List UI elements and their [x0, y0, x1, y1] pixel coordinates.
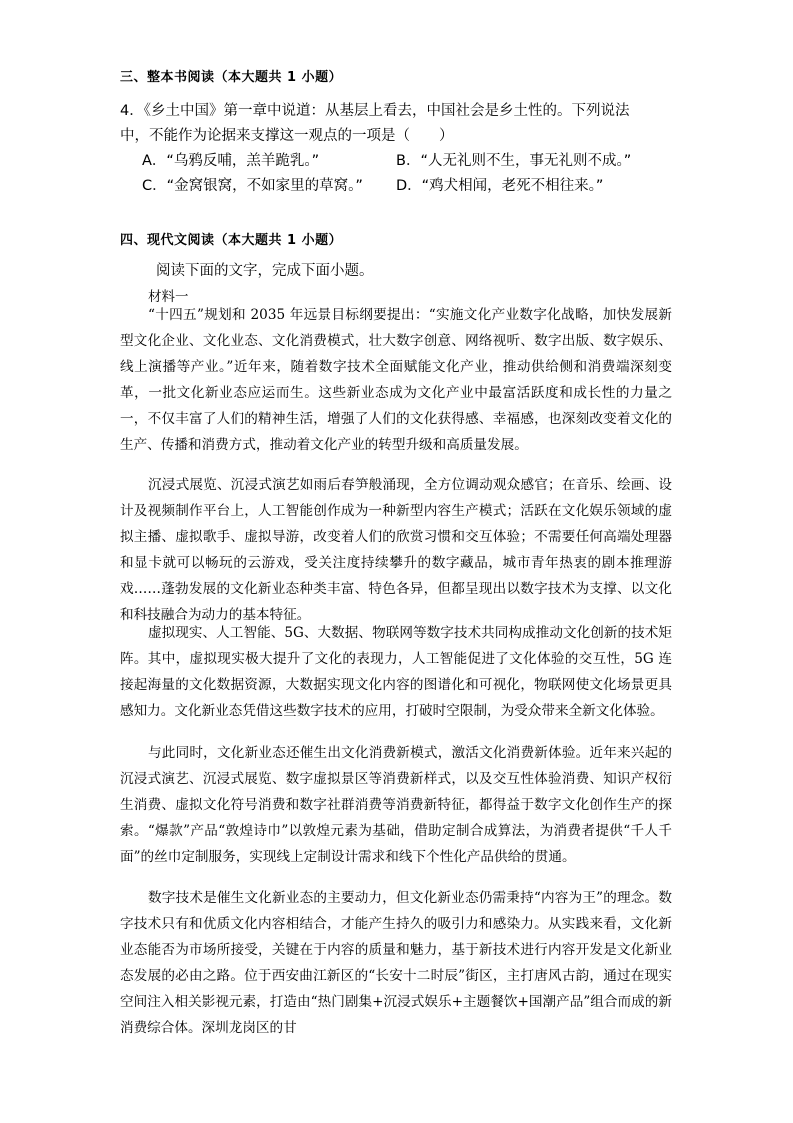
option-b: B．“人无礼则不生，事无礼则不成。”: [396, 153, 632, 169]
paragraph-1: “十四五”规划和 2035 年远景目标纲要提出：“实施文化产业数字化战略，加快发展新型文化企业、文化业态、文化消费模式，壮大数字创意、网络视听、数字出版、数字娱乐、线上演播等产业。”近年来，随着数字技术全面赋能文化产业，推动供给侧和消费端深刻变革，一批文化新业态应运而生。这些新业态成为文化产业中最富活跃度和成长性的力量之一，不仅丰富了人们的精神生活，增强了人们的文化获得感、幸福感，也深刻改变着文化的生产、传播和消费方式，推动着文化产业的转型升级和高质量发展。: [120, 307, 672, 454]
option-c: C．“金窝银窝，不如家里的草窝。”: [142, 178, 363, 194]
question-4-stem-line-1: 4．《乡土中国》第一章中说道：从基层上看去，中国社会是乡土性的。下列说法: [120, 103, 630, 119]
option-d: D．“鸡犬相闻，老死不相往来。”: [396, 178, 604, 194]
section-heading-whole-book-reading: 三、整本书阅读（本大题共 1 小题）: [120, 70, 343, 85]
paragraph-2: 沉浸式展览、沉浸式演艺如雨后春笋般涌现，全方位调动观众感官；在音乐、绘画、设计及视频制作平台上，人工智能创作成为一种新型内容生产模式；活跃在文化娱乐领域的虚拟主播、虚拟歌手、虚拟导游，改变着人们的欣赏习惯和交互体验；不需要任何高端处理器和显卡就可以畅玩的云游戏，受关注度持续攀升的数字藏品，城市青年热衷的剧本推理游戏……蓬勃发展的文化新业态种类丰富、特色各异，但都呈现出以数字技术为支撑、以文化和科技融合为动力的基本特征。: [120, 477, 672, 624]
paragraph-5: 数字技术是催生文化新业态的主要动力，但文化新业态仍需秉持“内容为王”的理念。数字技术只有和优质文化内容相结合，才能产生持久的吸引力和感染力。从实践来看，文化新业态能否为市场所接受，关键在于内容的质量和魅力，基于新技术进行内容开发是文化新业态发展的必由之路。位于西安曲江新区的“长安十二时辰”街区，主打唐风古韵，通过在现实空间注入相关影视元素，打造由“热门剧集+沉浸式娱乐+主题餐饮+国潮产品”组合而成的新消费综合体。深圳龙岗区的甘: [120, 890, 672, 1037]
paragraph-3: 虚拟现实、人工智能、5G、大数据、物联网等数字技术共同构成推动文化创新的技术矩阵。其中，虚拟现实极大提升了文化的表现力，人工智能促进了文化体验的交互性，5G 连接起海量的文化数据资源，大数据实现文化内容的图谱化和可视化，物联网使文化场景更具感知力。文化新业态凭借这些数字技术的应用，打破时空限制，为受众带来全新文化体验。: [120, 625, 672, 720]
material-label: 材料一: [148, 289, 189, 305]
reading-instruction: 阅读下面的文字，完成下面小题。: [156, 263, 374, 279]
question-4-stem-line-2: 中，不能作为论据来支撑这一观点的一项是（ ）: [120, 128, 454, 144]
section-heading-modern-reading: 四、现代文阅读（本大题共 1 小题）: [120, 233, 343, 248]
paragraph-4: 与此同时，文化新业态还催生出文化消费新模式，激活文化消费新体验。近年来兴起的沉浸式演艺、沉浸式展览、数字虚拟景区等消费新样式，以及交互性体验消费、知识产权衍生消费、虚拟文化符号消费和数字社群消费等消费新特征，都得益于数字文化创作生产的探索。“爆款”产品“敦煌诗巾”以敦煌元素为基础，借助定制合成算法，为消费者提供“千人千面”的丝巾定制服务，实现线上定制设计需求和线下个性化产品供给的贯通。: [120, 745, 672, 866]
option-a: A．“乌鸦反哺，羔羊跪乳。”: [142, 153, 320, 169]
